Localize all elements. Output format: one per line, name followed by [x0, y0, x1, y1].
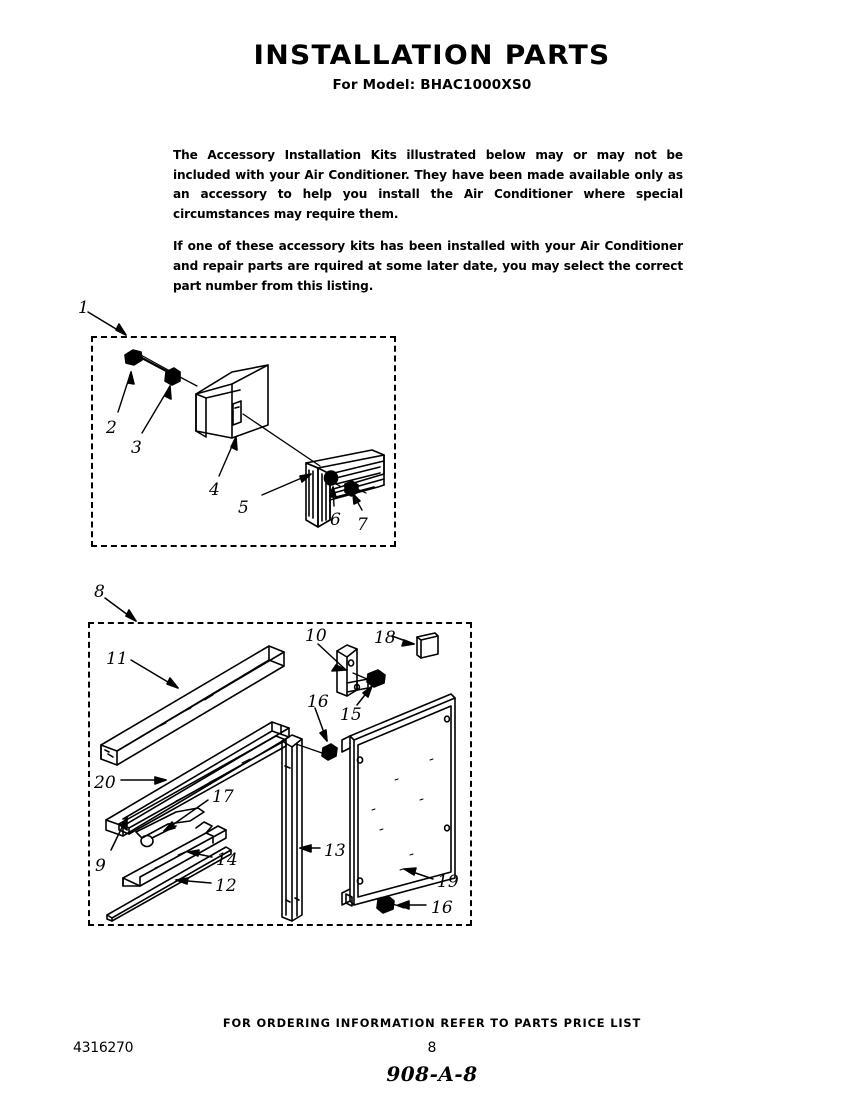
- footer-document-number: 4316270: [73, 1040, 134, 1056]
- footer-page-number: 8: [427, 1040, 437, 1056]
- intro-text-block: [173, 146, 683, 296]
- callout-9: 9: [95, 856, 106, 876]
- model-subtitle: For Model: BHAC1000XS0: [332, 77, 532, 94]
- figure-box-kit-8: [88, 622, 472, 926]
- callout-7: 7: [357, 515, 368, 535]
- callout-6: 6: [330, 510, 341, 530]
- footer-handwritten-annotation: 908-A-8: [386, 1062, 478, 1086]
- callout-3: 3: [131, 438, 142, 458]
- document-header: [0, 42, 864, 93]
- callout-8: 8: [94, 582, 105, 602]
- callout-13: 13: [324, 841, 346, 861]
- callout-4: 4: [209, 480, 220, 500]
- callout-2: 2: [106, 418, 117, 438]
- callout-20: 20: [94, 773, 116, 793]
- callout-11: 11: [106, 649, 128, 669]
- callout-15: 15: [340, 705, 362, 725]
- footer-ordering-notice: FOR ORDERING INFORMATION REFER TO PARTS PRICE LIST: [222, 1016, 642, 1030]
- callout-1: 1: [78, 298, 89, 318]
- callout-12: 12: [215, 876, 237, 896]
- callout-14: 14: [216, 850, 238, 870]
- intro-paragraph-2: If one of these accessory kits has been installed with your Air Conditioner and repair parts are rquired at some later date, you may select the correct part number from this listing.: [173, 239, 683, 293]
- callout-18: 18: [374, 628, 396, 648]
- callout-17: 17: [212, 787, 234, 807]
- callout-19: 19: [437, 872, 459, 892]
- callout-5: 5: [238, 498, 249, 518]
- intro-paragraph-1: The Accessory Installation Kits illustrated below may or may not be included with your Air Conditioner. They have been made available only as an accessory to help you install the Air Conditioner where special circumstances may require them.: [173, 148, 683, 221]
- callout-16-lower: 16: [431, 898, 453, 918]
- page-title: INSTALLATION PARTS: [253, 40, 611, 71]
- callout-10: 10: [305, 626, 327, 646]
- callout-16-upper: 16: [307, 692, 329, 712]
